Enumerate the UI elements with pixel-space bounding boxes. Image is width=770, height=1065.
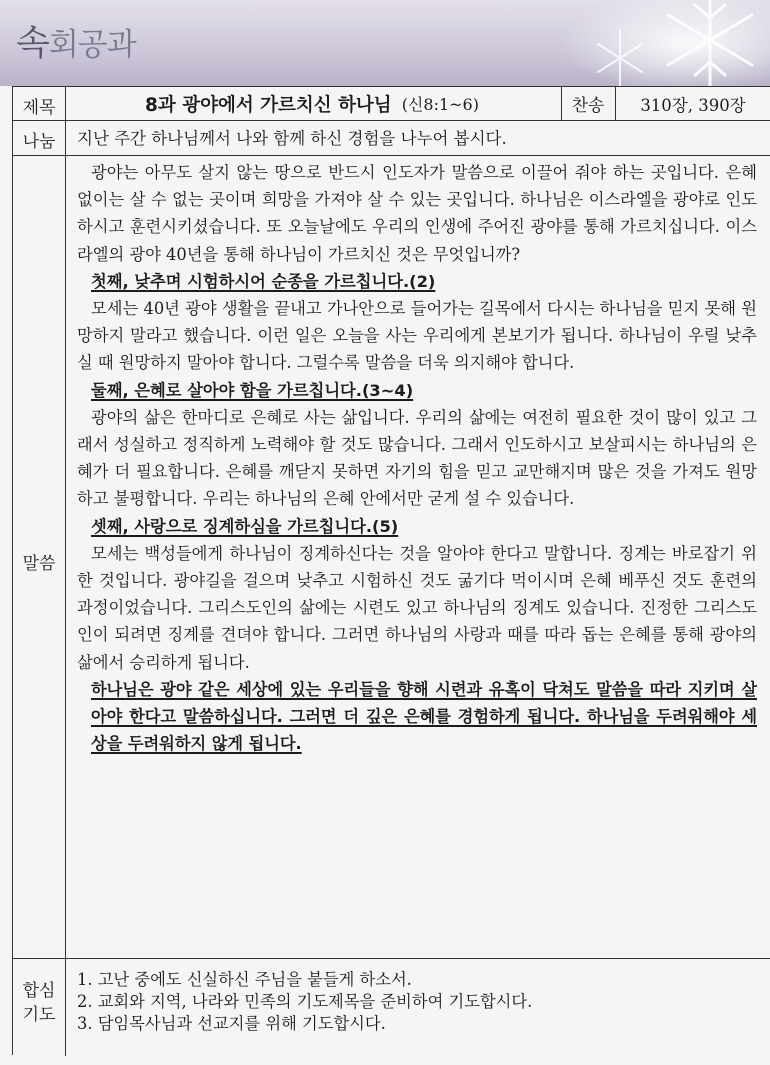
message-body [77,159,757,757]
message-conclusion: 하나님은 광야 같은 세상에 있는 우리들을 향해 시련과 유혹이 닥쳐도 말씀을 따라 지키며 살아야 한다고 말씀하십니다. 그러면 더 깊은 은혜를 경험하게 됩니다. 하나님을 두려워해야 세상을 두려워하지 않게 됩니다. [91,679,757,754]
prayer-item: 1. 고난 중에도 신실하신 주님을 붙들게 하소서. [77,970,412,989]
lesson-title-cell [77,87,547,120]
banner-title-rest: 회공과 [48,27,136,63]
point-heading: 첫째, 낮추며 시험하시어 순종을 가르칩니다.(2) [91,271,436,291]
hymn-label: 찬송 [571,96,605,116]
banner [0,0,770,86]
prayer-label-line1: 합심 [22,981,56,1001]
prayer-label-line2: 기도 [22,1005,56,1025]
hymn-numbers: 310장, 390장 [640,95,746,115]
prayer-item: 2. 교회와 지역, 나라와 민족의 기도제목을 준비하여 기도합시다. [77,992,533,1011]
scripture-reference: (신8:1~6) [401,95,479,114]
point-text: 광야의 삶은 한마디로 은혜로 사는 삶입니다. 우리의 삶에는 여전히 필요한 것이 많이 있고 그래서 성실하고 정직하게 노력해야 할 것도 많습니다. 그래서 인도하시고 보살피시는 하나님의 은혜가 더 필요합니다. 은혜를 깨닫지 못하면 자기의 힘을 믿고 교만해지며 많은 것을 가져도 원망하고 불평합니다. 우리는 하나님의 은혜 안에서만 굳게 설 수 있습니다. [77,407,757,509]
point-text: 모세는 백성들에게 하나님이 징계하신다는 것을 알아야 한다고 말합니다. 징계는 바로잡기 위한 것입니다. 광야길을 걸으며 낮추고 시험하신 것도 굶기다 먹이시며 은혜 베푸신 것도 훈련의 과정이었습니다. 그리스도인의 삶에는 시련도 있고 하나님의 징계도 있습니다. 진정한 그리스도인이 되려면 징계를 견뎌야 합니다. 그러면 하나님의 사랑과 때를 따라 돕는 은혜를 통해 광야의 삶에서 승리하게 됩니다. [77,543,757,672]
sharing-text: 지난 주간 하나님께서 나와 함께 하신 경험을 나누어 봅시다. [77,129,507,148]
message-intro: 광야는 아무도 살지 않는 땅으로 반드시 인도자가 말씀으로 이끌어 줘야 하는 곳입니다. 은혜 없이는 살 수 없는 곳이며 희망을 가져야 살 수 있는 곳입니다. 하나님은 이스라엘을 광야로 인도하시고 훈련시키셨습니다. 또 오늘날에도 우리의 인생에 주어진 광야를 통해 가르치십니다. 이스라엘의 광야 40년을 통해 하나님이 가르치신 것은 무엇입니까? [77,163,757,264]
point-heading: 셋째, 사랑으로 징계하심을 가르칩니다.(5) [91,516,399,536]
point-text: 모세는 40년 광야 생활을 끝내고 가나안으로 들어가는 길목에서 다시는 하나님을 믿지 못해 원망하지 말라고 했습니다. 이런 일은 오늘을 사는 우리에게 본보기가 됩니다. 하나님이 우릴 낮추실 때 원망하지 말아야 합니다. 그럴수록 말씀을 더욱 의지해야 합니다. [77,299,757,373]
prayer-label [13,979,65,1027]
banner-title [16,16,136,66]
prayer-item: 3. 담임목사님과 선교지를 위해 기도합시다. [77,1014,386,1033]
banner-title-first: 속 [16,24,49,64]
lesson-title: 8과 광야에서 가르치신 하나님 [145,94,392,116]
lesson-table [12,86,770,1055]
snowflake-icon [560,0,770,86]
subject-label: 제목 [22,98,56,118]
prayer-list [77,969,767,1035]
point-heading: 둘째, 은혜로 살아야 함을 가르칩니다.(3~4) [91,380,414,400]
sharing-label: 나눔 [22,132,56,152]
message-label: 말씀 [22,554,56,574]
